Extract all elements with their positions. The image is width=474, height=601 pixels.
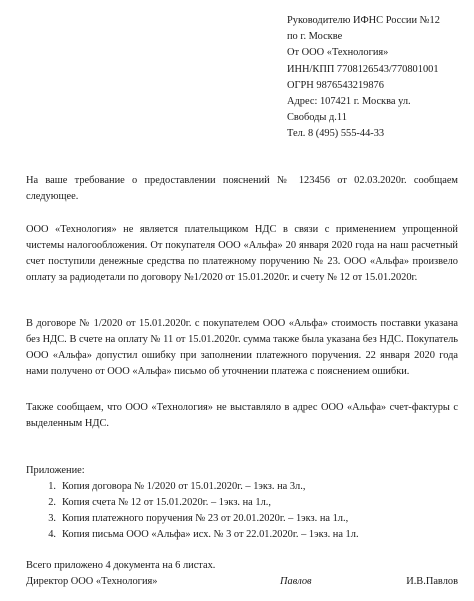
attachment-number: 4. bbox=[48, 528, 56, 540]
attachments-total: Всего приложено 4 документа на 6 листах. bbox=[26, 560, 216, 571]
addressee-line: ОГРН 9876543219876 bbox=[287, 79, 384, 91]
signatory-role: Директор ООО «Технология» bbox=[26, 576, 158, 587]
addressee-line: Адрес: 107421 г. Москва ул. bbox=[287, 95, 411, 107]
addressee-line: ИНН/КПП 7708126543/770801001 bbox=[287, 63, 439, 75]
attachments-list bbox=[26, 479, 458, 543]
addressee-line: От ООО «Технология» bbox=[287, 47, 389, 59]
addressee-line: Свободы д.11 bbox=[287, 112, 347, 124]
handwritten-signature: Павлов bbox=[280, 576, 312, 587]
attachment-number: 3. bbox=[48, 512, 56, 524]
attachments-title: Приложение: bbox=[26, 465, 85, 476]
attachment-item bbox=[26, 495, 458, 511]
attachment-text: Копия письма ООО «Альфа» исх. № 3 от 22.01.2020г. – 1экз. на 1л. bbox=[62, 528, 359, 540]
paragraph-invoice-statement: Также сообщаем, что ООО «Технология» не выставляло в адрес ООО «Альфа» счет-фактуры с выделенным НДС. bbox=[26, 402, 458, 429]
attachment-number: 2. bbox=[48, 496, 56, 508]
paragraph-tax-status: ООО «Технология» не является плательщиком НДС в связи с применением упрощенной чистемы налогообложения. От покупателя ООО «Альфа» 20 января 2020 года на наш расчетный счет поступили денежные средства по платежному поручению № 23. ООО «Альфа» произвело оплату за радиодетали по договору №1/2020 от 15.01.2020г. и счету № 12 от 15.01.2020г. bbox=[26, 224, 458, 283]
paragraph-contract-details: В договоре № 1/2020 от 15.01.2020г. с покупателем ООО «Альфа» стоимость поставки указана без НДС. В счете на оплату № 11 от 15.01.2020г. сумма также была указана без НДС. Покупатель ООО «Альфа» допустил ошибку при заполнении платежного поручения. 22 января 2020 года нами получено от ООО «Альфа» письмо об уточнении платежа с пояснением ошибки. bbox=[26, 318, 458, 377]
addressee-line: по г. Москве bbox=[287, 31, 343, 43]
attachment-item bbox=[26, 527, 458, 543]
attachment-item bbox=[26, 479, 458, 495]
addressee-block bbox=[287, 13, 469, 143]
attachment-number: 1. bbox=[48, 481, 56, 492]
attachment-item bbox=[26, 511, 458, 527]
signature-row bbox=[26, 574, 458, 592]
attachment-text: Копия договора № 1/2020 от 15.01.2020г. – 1экз. на 3л., bbox=[62, 481, 306, 492]
addressee-line: Тел. 8 (495) 555-44-33 bbox=[287, 128, 385, 140]
paragraph-intro: На ваше требование о предоставлении пояснений № 123456 от 02.03.2020г. сообщаем следующее. bbox=[26, 175, 458, 202]
attachment-text: Копия счета № 12 от 15.01.2020г. – 1экз. на 1л., bbox=[62, 496, 271, 508]
signatory-name: И.В.Павлов bbox=[406, 576, 458, 587]
attachment-text: Копия платежного поручения № 23 от 20.01.2020г. – 1экз. на 1л., bbox=[62, 512, 349, 524]
addressee-line: Руководителю ИФНС России №12 bbox=[287, 15, 440, 26]
